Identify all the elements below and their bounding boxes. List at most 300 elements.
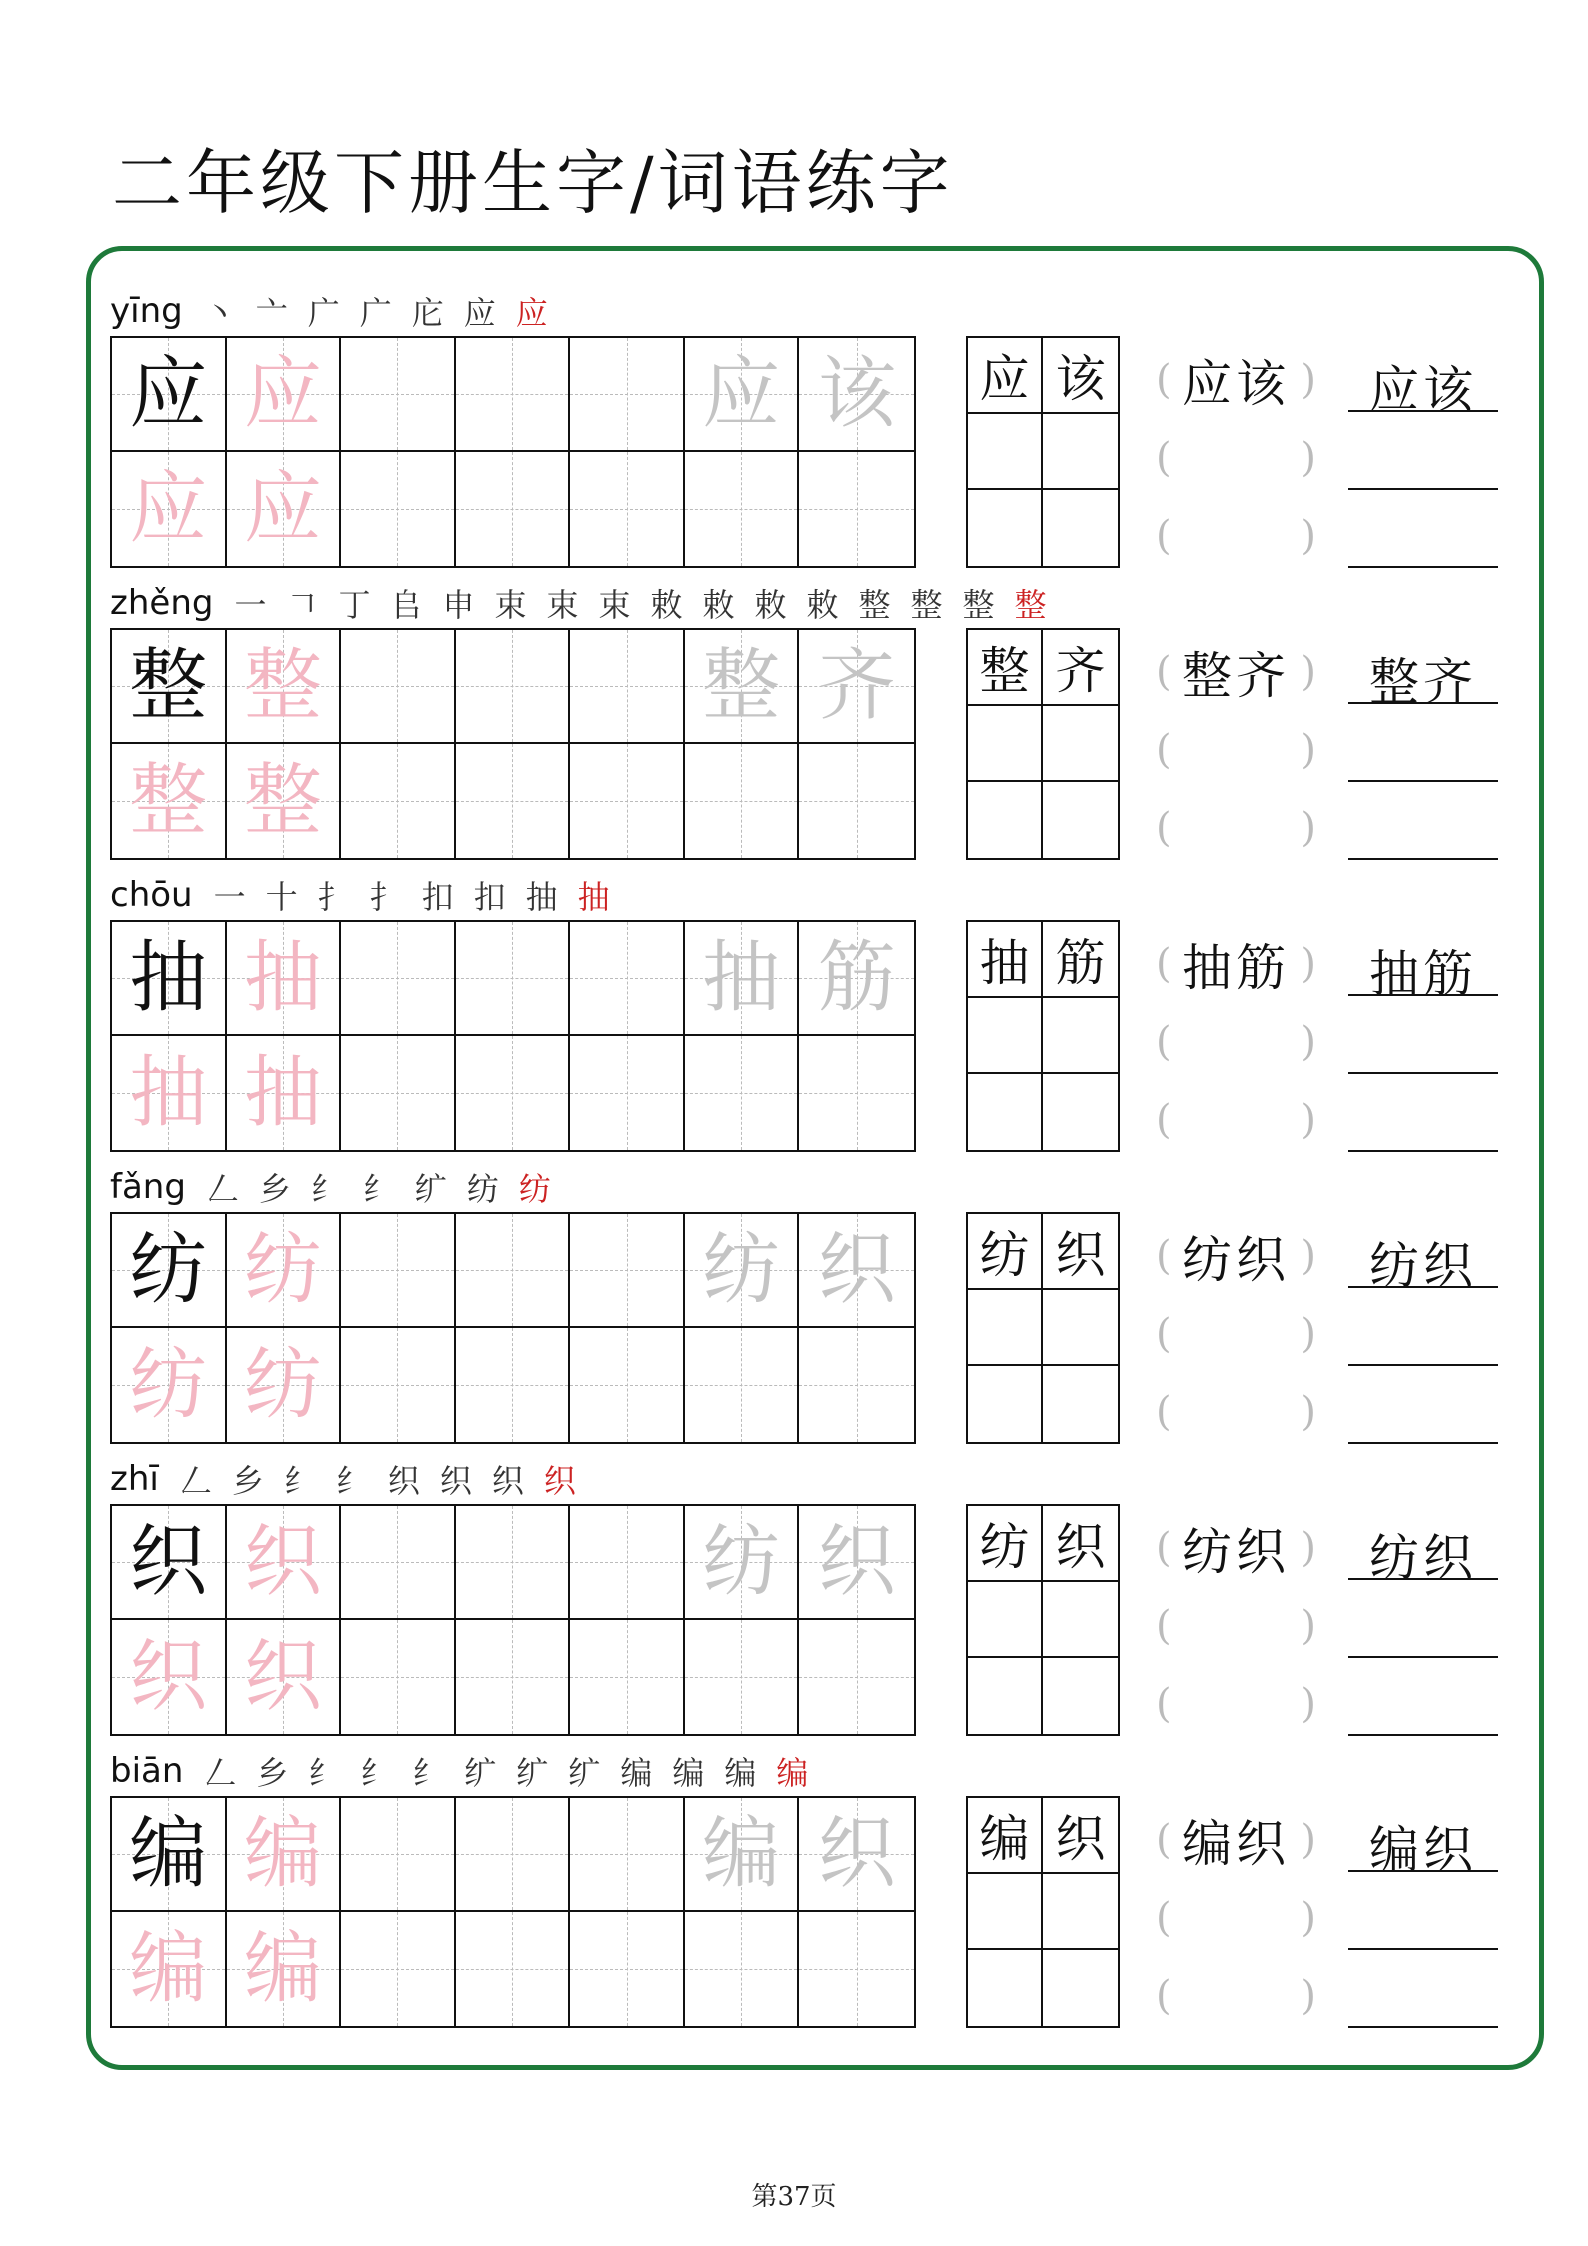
practice-cell[interactable] — [570, 1798, 685, 1912]
stroke-step: 丁 — [338, 586, 371, 624]
practice-cell[interactable] — [799, 1506, 914, 1620]
word-box-grid — [966, 1504, 1120, 1736]
stroke-step: 乡 — [258, 1170, 291, 1208]
guide-character: 抽 — [702, 933, 781, 1023]
parenthesis-slot[interactable] — [1156, 642, 1316, 705]
word-box-cell[interactable]: 织 — [1043, 1506, 1118, 1582]
practice-cell[interactable] — [685, 1912, 800, 2026]
practice-cell[interactable] — [456, 922, 571, 1036]
writing-line[interactable] — [1348, 994, 1498, 996]
practice-cell[interactable] — [799, 1328, 914, 1442]
writing-line[interactable] — [1348, 1948, 1498, 1950]
close-paren: ) — [1300, 357, 1316, 403]
stroke-step: 纟 — [310, 1170, 343, 1208]
underline-word-char: 应 — [1369, 361, 1423, 419]
practice-cell[interactable] — [112, 1912, 227, 2026]
open-paren: ( — [1156, 1525, 1172, 1571]
practice-cell[interactable] — [456, 630, 571, 744]
practice-cell[interactable] — [227, 1328, 342, 1442]
practice-cell[interactable] — [685, 1798, 800, 1912]
practice-cell[interactable] — [456, 1214, 571, 1328]
guide-character: 编 — [129, 1924, 208, 2014]
pinyin-label: zhī — [110, 1459, 159, 1499]
guide-character: 抽 — [129, 1048, 208, 1138]
stroke-step: 纺 — [518, 1170, 551, 1208]
word-box-cell[interactable] — [1043, 414, 1118, 490]
practice-cell[interactable] — [799, 1912, 914, 2026]
practice-cell[interactable] — [685, 1506, 800, 1620]
practice-cell[interactable] — [456, 1036, 571, 1150]
word-box-cell[interactable] — [968, 1582, 1043, 1658]
practice-cell[interactable] — [112, 1798, 227, 1912]
practice-cell[interactable] — [456, 1798, 571, 1912]
practice-cell[interactable] — [456, 338, 571, 452]
practice-cell[interactable] — [341, 1214, 456, 1328]
practice-cell[interactable] — [570, 630, 685, 744]
page-title: 二年级下册生字/词语练字 — [112, 142, 954, 224]
practice-cell[interactable] — [341, 630, 456, 744]
parenthesis-column — [1156, 628, 1316, 860]
word-box-cell[interactable] — [1043, 1290, 1118, 1366]
practice-cell[interactable] — [227, 1620, 342, 1734]
word-box-grid — [966, 920, 1120, 1152]
practice-cell[interactable] — [570, 744, 685, 858]
open-paren: ( — [1156, 1311, 1172, 1357]
practice-block — [110, 578, 1510, 868]
underline-column — [1348, 336, 1498, 568]
practice-cell[interactable] — [341, 922, 456, 1036]
paren-word-char: 编 — [1182, 1815, 1236, 1873]
parenthesis-slot[interactable] — [1156, 350, 1316, 413]
close-paren: ) — [1300, 1895, 1316, 1941]
practice-block — [110, 1746, 1510, 2036]
practice-cell[interactable] — [456, 1328, 571, 1442]
underline-word-char: 纺 — [1369, 1529, 1423, 1587]
stroke-step: 束 — [494, 586, 527, 624]
stroke-step: 丶 — [203, 294, 236, 332]
guide-character: 应 — [129, 349, 208, 439]
pinyin-label: fǎng — [110, 1167, 186, 1207]
writing-line[interactable] — [1348, 1656, 1498, 1658]
word-box-cell[interactable] — [1043, 706, 1118, 782]
stroke-step: 纟 — [362, 1170, 395, 1208]
practice-cell[interactable] — [570, 1214, 685, 1328]
stroke-step: 纟 — [335, 1462, 368, 1500]
parenthesis-slot[interactable] — [1156, 428, 1316, 488]
close-paren: ) — [1300, 1525, 1316, 1571]
practice-cell[interactable] — [341, 1036, 456, 1150]
writing-line[interactable] — [1348, 410, 1498, 412]
parenthesis-slot[interactable] — [1156, 934, 1316, 997]
underline-word-char: 筋 — [1423, 945, 1477, 1003]
stroke-step: 扌 — [369, 878, 402, 916]
practice-cell[interactable] — [227, 630, 342, 744]
practice-cell[interactable] — [112, 1506, 227, 1620]
guide-character: 纺 — [702, 1225, 781, 1315]
guide-character: 纺 — [243, 1340, 322, 1430]
practice-cell[interactable] — [570, 1506, 685, 1620]
open-paren: ( — [1156, 1233, 1172, 1279]
practice-cell[interactable] — [341, 452, 456, 566]
word-box-cell[interactable] — [968, 1950, 1043, 2026]
stroke-step: 束 — [546, 586, 579, 624]
word-box-cell[interactable] — [968, 1074, 1043, 1150]
stroke-step: 亠 — [255, 294, 288, 332]
practice-cell[interactable] — [570, 1912, 685, 2026]
word-box-grid — [966, 1796, 1120, 2028]
parenthesis-slot[interactable] — [1156, 1518, 1316, 1581]
tianzige-grid — [110, 1212, 916, 1444]
word-box-cell[interactable]: 筋 — [1043, 922, 1118, 998]
paren-word-char: 筋 — [1236, 939, 1290, 997]
tianzige-grid — [110, 336, 916, 568]
paren-word-char: 整 — [1182, 647, 1236, 705]
word-box-cell[interactable] — [1043, 1582, 1118, 1658]
parenthesis-slot[interactable] — [1156, 1966, 1316, 2026]
practice-cell[interactable] — [227, 922, 342, 1036]
practice-cell[interactable] — [227, 1912, 342, 2026]
practice-cell[interactable] — [799, 630, 914, 744]
guide-character: 纺 — [129, 1225, 208, 1315]
paren-word-char: 应 — [1182, 355, 1236, 413]
practice-cell[interactable] — [112, 1328, 227, 1442]
stroke-step: 敕 — [702, 586, 735, 624]
word-box-cell[interactable]: 纺 — [968, 1506, 1043, 1582]
writing-line[interactable] — [1348, 1072, 1498, 1074]
word-box-cell[interactable] — [968, 1658, 1043, 1734]
stroke-step: 𠃋 — [206, 1170, 239, 1208]
open-paren: ( — [1156, 941, 1172, 987]
writing-line[interactable] — [1348, 1734, 1498, 1736]
parenthesis-column — [1156, 1504, 1316, 1736]
word-box-cell[interactable]: 应 — [968, 338, 1043, 414]
guide-character: 筋 — [817, 933, 896, 1023]
word-box-cell[interactable] — [968, 1290, 1043, 1366]
tianzige-grid — [110, 920, 916, 1152]
guide-character: 编 — [129, 1809, 208, 1899]
guide-character: 整 — [243, 641, 322, 731]
practice-cell[interactable] — [341, 338, 456, 452]
practice-cell[interactable] — [570, 1328, 685, 1442]
stroke-step: 纟 — [283, 1462, 316, 1500]
writing-line[interactable] — [1348, 780, 1498, 782]
stroke-step: 整 — [1014, 586, 1047, 624]
practice-cell[interactable] — [685, 1620, 800, 1734]
practice-cell[interactable] — [799, 1036, 914, 1150]
parenthesis-slot[interactable] — [1156, 1090, 1316, 1150]
guide-character: 编 — [243, 1809, 322, 1899]
guide-character: 纺 — [702, 1517, 781, 1607]
parenthesis-slot[interactable] — [1156, 1810, 1316, 1873]
stroke-step: 整 — [910, 586, 943, 624]
practice-cell[interactable] — [685, 452, 800, 566]
parenthesis-column — [1156, 920, 1316, 1152]
guide-character: 抽 — [243, 933, 322, 1023]
underline-column — [1348, 1796, 1498, 2028]
word-box-cell[interactable]: 编 — [968, 1798, 1043, 1874]
writing-line[interactable] — [1348, 1364, 1498, 1366]
guide-character: 织 — [129, 1517, 208, 1607]
word-box-cell[interactable]: 纺 — [968, 1214, 1043, 1290]
close-paren: ) — [1300, 1389, 1316, 1435]
writing-line[interactable] — [1348, 1870, 1498, 1872]
open-paren: ( — [1156, 1973, 1172, 2019]
practice-cell[interactable] — [570, 452, 685, 566]
close-paren: ) — [1300, 1817, 1316, 1863]
word-box-cell[interactable] — [968, 414, 1043, 490]
parenthesis-slot[interactable] — [1156, 1012, 1316, 1072]
underline-column — [1348, 920, 1498, 1152]
practice-cell[interactable] — [227, 1036, 342, 1150]
word-box-grid — [966, 336, 1120, 568]
close-paren: ) — [1300, 941, 1316, 987]
writing-line[interactable] — [1348, 702, 1498, 704]
word-box-cell[interactable] — [968, 998, 1043, 1074]
practice-cell[interactable] — [799, 1214, 914, 1328]
stroke-step: 织 — [491, 1462, 524, 1500]
practice-cell[interactable] — [799, 744, 914, 858]
close-paren: ) — [1300, 1233, 1316, 1279]
open-paren: ( — [1156, 513, 1172, 559]
close-paren: ) — [1300, 1097, 1316, 1143]
word-box-cell[interactable] — [968, 1874, 1043, 1950]
guide-character: 织 — [129, 1632, 208, 1722]
practice-cell[interactable] — [456, 1620, 571, 1734]
page-number: 第37页 — [751, 2182, 837, 2212]
parenthesis-slot[interactable] — [1156, 1226, 1316, 1289]
guide-character: 抽 — [243, 1048, 322, 1138]
word-box-cell[interactable] — [968, 490, 1043, 566]
open-paren: ( — [1156, 1895, 1172, 1941]
word-box-cell[interactable] — [1043, 1366, 1118, 1442]
writing-line[interactable] — [1348, 1442, 1498, 1444]
paren-word-char: 织 — [1236, 1523, 1290, 1581]
stroke-step: 纩 — [464, 1754, 497, 1792]
open-paren: ( — [1156, 649, 1172, 695]
open-paren: ( — [1156, 1681, 1172, 1727]
practice-cell[interactable] — [685, 630, 800, 744]
practice-cell[interactable] — [799, 1798, 914, 1912]
stroke-step: 一 — [234, 586, 267, 624]
open-paren: ( — [1156, 1097, 1172, 1143]
practice-block — [110, 870, 1510, 1160]
parenthesis-slot[interactable] — [1156, 720, 1316, 780]
paren-word — [1182, 344, 1290, 416]
word-box-cell[interactable]: 织 — [1043, 1214, 1118, 1290]
practice-cell[interactable] — [685, 1214, 800, 1328]
underline-word-char: 编 — [1369, 1821, 1423, 1879]
stroke-order-row — [110, 578, 1063, 628]
practice-cell[interactable] — [570, 338, 685, 452]
underline-word-char: 织 — [1423, 1821, 1477, 1879]
practice-cell[interactable] — [341, 1620, 456, 1734]
guide-character: 编 — [243, 1924, 322, 2014]
parenthesis-slot[interactable] — [1156, 506, 1316, 566]
close-paren: ) — [1300, 1973, 1316, 2019]
close-paren: ) — [1300, 805, 1316, 851]
practice-cell[interactable] — [112, 922, 227, 1036]
word-box-cell[interactable] — [968, 782, 1043, 858]
stroke-step: 𠃍 — [286, 586, 319, 624]
stroke-step: 𠃋 — [179, 1462, 212, 1500]
word-box-cell[interactable] — [1043, 1658, 1118, 1734]
practice-cell[interactable] — [799, 1620, 914, 1734]
stroke-step: 乡 — [231, 1462, 264, 1500]
word-box-cell[interactable]: 抽 — [968, 922, 1043, 998]
word-box-cell[interactable] — [968, 1366, 1043, 1442]
practice-cell[interactable] — [341, 1798, 456, 1912]
stroke-step: 乡 — [256, 1754, 289, 1792]
stroke-order-row — [110, 1454, 593, 1504]
paren-word — [1182, 1804, 1290, 1876]
guide-character: 整 — [129, 756, 208, 846]
guide-character: 该 — [817, 349, 896, 439]
parenthesis-slot[interactable] — [1156, 1304, 1316, 1364]
parenthesis-slot[interactable] — [1156, 798, 1316, 858]
stroke-step: 编 — [672, 1754, 705, 1792]
stroke-order-row — [110, 870, 627, 920]
open-paren: ( — [1156, 1389, 1172, 1435]
stroke-step: 敕 — [754, 586, 787, 624]
practice-cell[interactable] — [112, 1214, 227, 1328]
open-paren: ( — [1156, 1603, 1172, 1649]
guide-character: 编 — [702, 1809, 781, 1899]
guide-character: 纺 — [243, 1225, 322, 1315]
practice-cell[interactable] — [799, 338, 914, 452]
paren-word-char: 织 — [1236, 1815, 1290, 1873]
practice-cell[interactable] — [799, 452, 914, 566]
parenthesis-column — [1156, 1212, 1316, 1444]
parenthesis-slot[interactable] — [1156, 1888, 1316, 1948]
word-box-cell[interactable]: 整 — [968, 630, 1043, 706]
open-paren: ( — [1156, 357, 1172, 403]
paren-word-char: 齐 — [1236, 647, 1290, 705]
word-box-grid — [966, 1212, 1120, 1444]
writing-line[interactable] — [1348, 566, 1498, 568]
word-box-cell[interactable] — [1043, 998, 1118, 1074]
word-box-cell[interactable] — [1043, 782, 1118, 858]
practice-cell[interactable] — [227, 744, 342, 858]
paren-word-char: 纺 — [1182, 1231, 1236, 1289]
underline-column — [1348, 628, 1498, 860]
practice-cell[interactable] — [112, 452, 227, 566]
stroke-step: 纩 — [414, 1170, 447, 1208]
pinyin-label: biān — [110, 1751, 184, 1791]
practice-cell[interactable] — [112, 338, 227, 452]
open-paren: ( — [1156, 805, 1172, 851]
practice-cell[interactable] — [341, 1912, 456, 2026]
practice-cell[interactable] — [685, 1036, 800, 1150]
stroke-step: 申 — [442, 586, 475, 624]
practice-cell[interactable] — [456, 744, 571, 858]
close-paren: ) — [1300, 1311, 1316, 1357]
guide-character: 应 — [129, 464, 208, 554]
guide-character: 抽 — [129, 933, 208, 1023]
word-box-cell[interactable] — [968, 706, 1043, 782]
word-box-cell[interactable] — [1043, 1074, 1118, 1150]
word-box-cell[interactable]: 齐 — [1043, 630, 1118, 706]
guide-character: 整 — [702, 641, 781, 731]
writing-line[interactable] — [1348, 1150, 1498, 1152]
practice-cell[interactable] — [685, 338, 800, 452]
practice-cell[interactable] — [799, 922, 914, 1036]
word-box-cell[interactable] — [1043, 1950, 1118, 2026]
tianzige-grid — [110, 628, 916, 860]
close-paren: ) — [1300, 1681, 1316, 1727]
writing-line[interactable] — [1348, 488, 1498, 490]
writing-line[interactable] — [1348, 1578, 1498, 1580]
word-box-cell[interactable]: 该 — [1043, 338, 1118, 414]
stroke-step: 广 — [359, 294, 392, 332]
practice-cell[interactable] — [685, 1328, 800, 1442]
guide-character: 应 — [243, 464, 322, 554]
word-box-cell[interactable] — [1043, 490, 1118, 566]
practice-cell[interactable] — [570, 1036, 685, 1150]
guide-character: 应 — [702, 349, 781, 439]
practice-cell[interactable] — [112, 630, 227, 744]
practice-cell[interactable] — [456, 1912, 571, 2026]
practice-cell[interactable] — [456, 452, 571, 566]
practice-cell[interactable] — [685, 744, 800, 858]
practice-cell[interactable] — [112, 1036, 227, 1150]
guide-character: 整 — [129, 641, 208, 731]
practice-cell[interactable] — [570, 1620, 685, 1734]
stroke-step: 纟 — [412, 1754, 445, 1792]
parenthesis-slot[interactable] — [1156, 1382, 1316, 1442]
stroke-step: 一 — [213, 878, 246, 916]
practice-cell[interactable] — [227, 1506, 342, 1620]
paren-word-char: 纺 — [1182, 1523, 1236, 1581]
practice-cell[interactable] — [341, 744, 456, 858]
close-paren: ) — [1300, 513, 1316, 559]
stroke-step: 敕 — [650, 586, 683, 624]
stroke-step: 应 — [463, 294, 496, 332]
parenthesis-slot[interactable] — [1156, 1596, 1316, 1656]
practice-cell[interactable] — [570, 922, 685, 1036]
practice-cell[interactable] — [227, 1798, 342, 1912]
stroke-step: 十 — [265, 878, 298, 916]
practice-cell[interactable] — [112, 1620, 227, 1734]
stroke-step: 编 — [776, 1754, 809, 1792]
practice-cell[interactable] — [227, 452, 342, 566]
guide-character: 织 — [817, 1225, 896, 1315]
stroke-step: 整 — [858, 586, 891, 624]
stroke-step: 抽 — [577, 878, 610, 916]
practice-cell[interactable] — [227, 338, 342, 452]
practice-cell[interactable] — [685, 922, 800, 1036]
writing-line[interactable] — [1348, 858, 1498, 860]
word-box-cell[interactable] — [1043, 1874, 1118, 1950]
stroke-step: 纟 — [308, 1754, 341, 1792]
practice-block — [110, 286, 1510, 576]
word-box-cell[interactable]: 织 — [1043, 1798, 1118, 1874]
practice-cell[interactable] — [341, 1506, 456, 1620]
close-paren: ) — [1300, 1019, 1316, 1065]
writing-line[interactable] — [1348, 1286, 1498, 1288]
practice-cell[interactable] — [227, 1214, 342, 1328]
practice-cell[interactable] — [112, 744, 227, 858]
practice-cell[interactable] — [341, 1328, 456, 1442]
writing-line[interactable] — [1348, 2026, 1498, 2028]
open-paren: ( — [1156, 727, 1172, 773]
underline-column — [1348, 1504, 1498, 1736]
stroke-step: 扣 — [473, 878, 506, 916]
close-paren: ) — [1300, 727, 1316, 773]
guide-character: 织 — [817, 1809, 896, 1899]
practice-cell[interactable] — [456, 1506, 571, 1620]
parenthesis-slot[interactable] — [1156, 1674, 1316, 1734]
stroke-step: 𠃋 — [204, 1754, 237, 1792]
